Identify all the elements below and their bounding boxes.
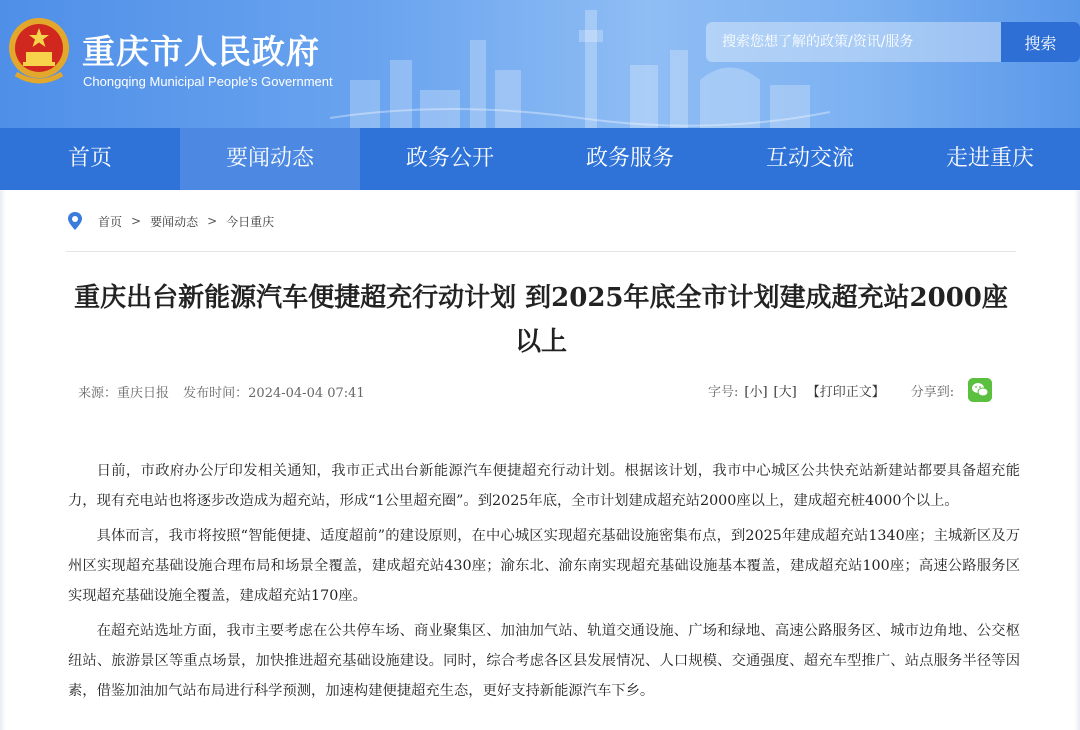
- breadcrumb-divider: [66, 251, 1016, 252]
- breadcrumb-today-chongqing[interactable]: 今日重庆: [226, 214, 275, 229]
- breadcrumb-separator: >: [131, 214, 142, 228]
- main-nav: [0, 128, 1080, 190]
- nav-item-gov-services[interactable]: 政务服务: [585, 146, 674, 171]
- wechat-icon[interactable]: [968, 378, 992, 402]
- article-paragraph: 具体而言，我市将按照“智能便捷、适度超前”的建设原则，在中心城区实现超充基础设施密集布点，到2025年建成超充站1340座；主城新区及万州区实现超充基础设施合理布局和场景全覆盖，建成超充站430座；渝东北、渝东南实现超充基础设施基本覆盖，建成超充站100座；高速公路服务区实现超充基础设施全覆盖，建成超充站170座。: [68, 528, 1020, 604]
- article-tools: [708, 376, 992, 404]
- article-paragraph: 日前，市政府办公厅印发相关通知，我市正式出台新能源汽车便捷超充行动计划。根据该计划，我市中心城区公共快充站新建站都要具备超充能力，现有充电站也将逐步改造成为超充站，形成“1公里超充圈”。到2025年底，全市计划建成超充站2000座以上，建成超充桩4000个以上。: [68, 463, 1020, 509]
- article-title: 重庆出台新能源汽车便捷超充行动计划 到2025年底全市计划建成超充站2000座以上: [74, 283, 1008, 357]
- site-header: [0, 0, 1080, 128]
- site-title: 重庆市人民政府: [82, 32, 320, 71]
- nav-item-home[interactable]: 首页: [67, 146, 112, 171]
- article-publish-time: 发布时间：2024-04-04 07:41: [183, 386, 365, 401]
- font-large-button[interactable]: [大]: [773, 384, 797, 400]
- location-pin-icon: [66, 211, 84, 231]
- site-subtitle: Chongqing Municipal People's Government: [83, 74, 333, 89]
- nav-item-gov-affairs[interactable]: 政务公开: [405, 146, 494, 171]
- article-body: [68, 456, 1020, 711]
- page-shadow-right: [1074, 190, 1080, 730]
- nav-item-interaction[interactable]: 互动交流: [765, 146, 854, 171]
- font-small-button[interactable]: [小]: [744, 384, 768, 400]
- page-shadow-left: [0, 190, 6, 730]
- font-size-label: 字号:: [708, 384, 739, 400]
- print-button[interactable]: 【打印正文】: [806, 384, 885, 400]
- breadcrumb: [66, 210, 274, 232]
- article-meta: [78, 382, 375, 401]
- national-emblem-icon: [6, 14, 72, 88]
- share-label: 分享到:: [910, 384, 955, 400]
- article-paragraph: 在超充站选址方面，我市主要考虑在公共停车场、商业聚集区、加油加气站、轨道交通设施、广场和绿地、高速公路服务区、城市边角地、公交枢纽站、旅游景区等重点场景，加快推进超充基础设施建设。同时，综合考虑各区县发展情况、人口规模、交通强度、超充车型推广、站点服务半径等因素，借鉴加油加气站布局进行科学预测，加速构建便捷超充生态，更好支持新能源汽车下乡。: [68, 623, 1020, 699]
- nav-item-news[interactable]: 要闻动态: [180, 128, 360, 190]
- city-skyline-decoration: [330, 0, 830, 128]
- breadcrumb-home[interactable]: 首页: [98, 214, 123, 229]
- breadcrumb-separator: >: [207, 214, 218, 228]
- search-input[interactable]: [722, 22, 992, 62]
- nav-item-about-chongqing[interactable]: 走进重庆: [945, 146, 1034, 171]
- search-button[interactable]: 搜索: [1001, 22, 1080, 62]
- breadcrumb-news[interactable]: 要闻动态: [150, 214, 199, 229]
- search-box: [706, 22, 1001, 62]
- article-source: 来源：重庆日报: [78, 386, 170, 401]
